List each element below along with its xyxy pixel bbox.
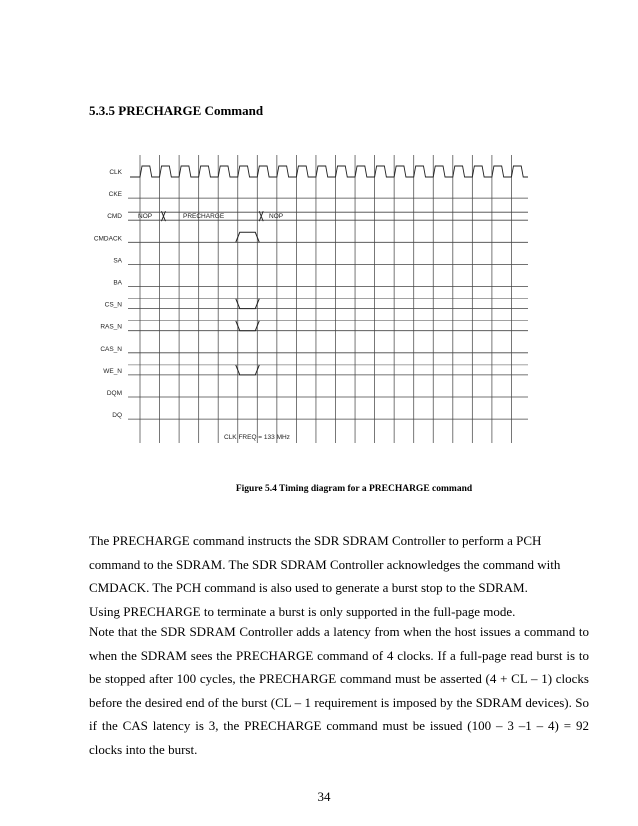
paragraph-2: Note that the SDR SDRAM Controller adds a latency from when the host issues a command to when the SDRAM sees the PRECHARGE command of 4 clocks. If a full-page read burst is to be stopped after 100 cycles, the PRECHARGE command must be asserted (4 + CL – 1) clocks before the desired end of the burst (CL – 1 requirement is imposed by the SDRAM devices). So if the CAS latency is 3, the PRECHARGE command must be issued (100 – 3 –1 – 4) = 92 clocks into the burst.: [89, 624, 589, 757]
signal-labels: [94, 169, 123, 419]
page-number: 34: [317, 789, 331, 804]
waveforms: [128, 166, 528, 419]
signal-label-cke: CKE: [108, 191, 122, 199]
signal-label-sa: SA: [113, 257, 122, 265]
signal-label-we_n: WE_N: [103, 367, 122, 375]
signal-label-cas_n: CAS_N: [100, 345, 122, 353]
signal-label-cs_n: CS_N: [104, 301, 122, 309]
signal-label-ras_n: RAS_N: [100, 323, 122, 331]
bus-transition: [259, 211, 263, 221]
signal-label-clk: CLK: [109, 169, 122, 176]
active-low-pulse: [236, 321, 260, 331]
signal-label-cmdack: CMDACK: [93, 235, 122, 243]
clock-frequency-label: CLK FREQ = 133 MHz: [224, 434, 290, 441]
cmd-label-nop: NOP: [138, 213, 153, 221]
active-low-pulse: [236, 365, 260, 375]
cmd-label-precharge: PRECHARGE: [183, 213, 225, 221]
signal-label-dqm: DQM: [106, 390, 122, 397]
clock-waveform: [130, 166, 528, 177]
signal-label-dq: DQ: [112, 412, 122, 420]
timing-diagram: [88, 155, 528, 450]
section-heading: 5.3.5 PRECHARGE Command: [89, 103, 264, 118]
figure-caption: Figure 5.4 Timing diagram for a PRECHARGE command: [235, 484, 473, 494]
bus-transition: [161, 211, 165, 221]
paragraph-1: The PRECHARGE command instructs the SDR SDRAM Controller to perform a PCH command to the SDRAM. The SDR SDRAM Controller acknowledges the command with CMDACK. The PCH command is also used to generate a burst stop to the SDRAM. Using PRECHARGE to terminate a burst is only supported in the full-page mode.: [89, 533, 561, 619]
cmd-label-nop: NOP: [269, 213, 284, 221]
cmdack-pulse: [236, 232, 260, 242]
signal-label-ba: BA: [113, 279, 122, 287]
signal-label-cmd: CMD: [107, 213, 122, 221]
active-low-pulse: [236, 299, 260, 309]
